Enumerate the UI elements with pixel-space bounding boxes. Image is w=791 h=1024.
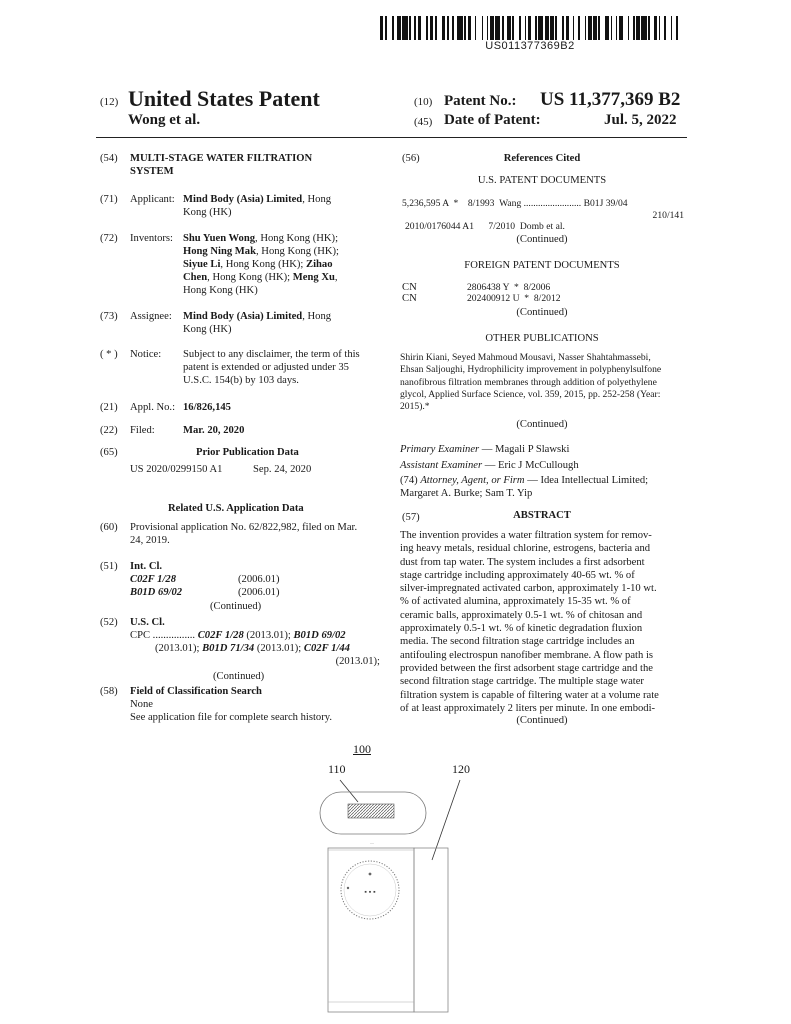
invention-title-2: SYSTEM	[130, 166, 174, 177]
filed-code: (22)	[100, 425, 118, 436]
applicant-location: Kong (HK)	[183, 207, 232, 218]
date-value: Jul. 5, 2022	[604, 112, 677, 128]
barcode-number: US011377369B2	[485, 40, 575, 52]
attorney: (74) Attorney, Agent, or Firm — Idea Intellectual Limited;	[400, 475, 649, 486]
applicant-code: (71)	[100, 194, 118, 205]
appl-label: Appl. No.:	[130, 402, 176, 413]
figure-ref-110: 110	[328, 762, 346, 776]
inventor-1: Shu Yuen Wong, Hong Kong (HK);	[183, 233, 339, 244]
date-code: (45)	[414, 116, 433, 128]
abstract-continued: (Continued)	[516, 715, 568, 726]
applicant-value: Mind Body (Asia) Limited, Hong	[183, 194, 332, 205]
foreign-continued: (Continued)	[516, 307, 568, 318]
notice-code: ( * )	[100, 349, 118, 360]
header-divider	[96, 137, 687, 138]
abstract-title: ABSTRACT	[513, 510, 571, 521]
prior-pub: US 2020/0299150 A1	[130, 464, 223, 475]
foreign-country-1: CN	[402, 282, 417, 293]
uscl-code: (52)	[100, 617, 118, 628]
applicant-label: Applicant:	[130, 194, 175, 205]
field-code: (58)	[100, 686, 118, 697]
prior-code: (65)	[100, 447, 118, 458]
cpc-line-2: (2013.01); B01D 71/34 (2013.01); C02F 1/44	[155, 643, 350, 654]
field-none: None	[130, 699, 153, 710]
foreign-title: FOREIGN PATENT DOCUMENTS	[464, 260, 620, 271]
intcl-2-date: (2006.01)	[238, 587, 280, 598]
notice-label: Notice:	[130, 349, 162, 360]
patent-no-label: Patent No.:	[444, 93, 517, 109]
authors: Wong et al.	[128, 112, 201, 128]
assignee-location: Kong (HK)	[183, 324, 232, 335]
us-docs-continued: (Continued)	[516, 234, 568, 245]
figure-ref-120: 120	[452, 762, 470, 776]
foreign-country-2: CN	[402, 293, 417, 304]
us-doc-1: 5,236,595 A * 8/1993 Wang ........................ B01J 39/04	[402, 198, 628, 209]
assignee-code: (73)	[100, 311, 118, 322]
inventor-2: Hong Ning Mak, Hong Kong (HK);	[183, 246, 339, 257]
inventor-5-location: Hong Kong (HK)	[183, 285, 258, 296]
primary-examiner: Primary Examiner — Magali P Slawski	[400, 444, 570, 455]
refs-code: (56)	[402, 153, 420, 164]
uscl-label: U.S. Cl.	[130, 617, 165, 628]
us-docs-title: U.S. PATENT DOCUMENTS	[477, 175, 607, 186]
doc-type-code: (12)	[100, 96, 119, 108]
barcode	[380, 16, 680, 40]
cpc-line-3: (2013.01);	[335, 656, 380, 667]
assignee-value: Mind Body (Asia) Limited, Hong	[183, 311, 332, 322]
assignee-label: Assignee:	[130, 311, 172, 322]
appl-code: (21)	[100, 402, 118, 413]
prov-code: (60)	[100, 522, 118, 533]
patent-no-value: US 11,377,369 B2	[540, 89, 681, 110]
figure-ref-main: 100	[353, 742, 371, 756]
abstract-body: The invention provides a water filtration system for remov- ing heavy metals, residual chlorine, estrogens, bacteria and dust from tap water. The system includes a first adsorbent stage cartridge including approximately 40-65 wt. % of silver-impregnated activated carbon, approximately 1-10 wt. % of activated alumina, approximately 15-35 wt. % of ceramic balls, approximately 0.5-1 wt. % of chitosan and approximately 0.5-1 wt. % of kinetic degradation fluxion media. The second filtration stage cartridge includes an antifouling electrospun nanofiber membrane. A flow path is provided between the first adsorbent stage cartridge and the second filtration stage cartridge. The multiple stage water filtration system is capable of filtering water at a volume rate of at least approximately 2 liters per minute. In one embodi-	[400, 530, 659, 714]
prior-date: Sep. 24, 2020	[253, 464, 312, 475]
appl-value: 16/826,145	[183, 402, 231, 413]
us-doc-2: 2010/0176044 A1 7/2010 Domb et al.	[405, 221, 565, 232]
intcl-label: Int. Cl.	[130, 561, 163, 572]
filter-device-drawing	[300, 770, 500, 1015]
intcl-2: B01D 69/02	[130, 587, 183, 598]
other-continued: (Continued)	[516, 419, 568, 430]
prov-line-1: Provisional application No. 62/822,982, filed on Mar.	[130, 522, 358, 533]
other-publication: Shirin Kiani, Seyed Mahmoud Mousavi, Nasser Shahtahmassebi, Ehsan Saljoughi, Hydrophilicity improvement in polyphenylsulfone nanofibrous filtration membranes through addition of polyethylene glycol, Applied Surface Science, vol. 359, 2015, pp. 252-258 (Year: 2015).*	[400, 352, 662, 413]
filed-label: Filed:	[130, 425, 155, 436]
abstract-code: (57)	[402, 512, 420, 523]
title-code: (54)	[100, 153, 118, 164]
invention-title-1: MULTI-STAGE WATER FILTRATION	[130, 153, 313, 164]
filed-value: Mar. 20, 2020	[183, 425, 245, 436]
svg-text:—: —	[370, 840, 374, 845]
foreign-doc-2: 202400912 U * 8/2012	[467, 293, 561, 304]
intcl-1-date: (2006.01)	[238, 574, 280, 585]
intcl-continued: (Continued)	[210, 601, 262, 612]
page-title: United States Patent	[128, 86, 320, 111]
uscl-continued: (Continued)	[213, 671, 265, 682]
refs-title: References Cited	[503, 153, 581, 164]
intcl-1: C02F 1/28	[130, 574, 177, 585]
cpc-line-1: CPC ................ C02F 1/28 (2013.01); B01D 69/02	[130, 630, 346, 641]
notice-line-3: U.S.C. 154(b) by 103 days.	[183, 375, 299, 386]
notice-line-1: Subject to any disclaimer, the term of this	[183, 349, 360, 360]
svg-text:▪ ▪ ▪: ▪ ▪ ▪	[364, 889, 376, 896]
other-title: OTHER PUBLICATIONS	[485, 333, 599, 344]
prov-line-2: 24, 2019.	[130, 535, 170, 546]
date-label: Date of Patent:	[444, 112, 541, 128]
field-label: Field of Classification Search	[130, 686, 262, 697]
inventor-4: Chen, Hong Kong (HK); Meng Xu,	[183, 272, 338, 283]
intcl-code: (51)	[100, 561, 118, 572]
field-see: See application file for complete search history.	[130, 712, 332, 723]
inventors-label: Inventors:	[130, 233, 173, 244]
us-doc-1-class: 210/141	[652, 210, 684, 221]
patent-no-code: (10)	[414, 96, 433, 108]
foreign-doc-1: 2806438 Y * 8/2006	[467, 282, 551, 293]
inventor-3: Siyue Li, Hong Kong (HK); Zihao	[183, 259, 333, 270]
prior-title: Prior Publication Data	[196, 447, 299, 458]
attorney-names: Margaret A. Burke; Sam T. Yip	[400, 488, 533, 499]
inventors-code: (72)	[100, 233, 118, 244]
related-title: Related U.S. Application Data	[168, 503, 304, 514]
notice-line-2: patent is extended or adjusted under 35	[183, 362, 349, 373]
assistant-examiner: Assistant Examiner — Eric J McCullough	[400, 460, 579, 471]
